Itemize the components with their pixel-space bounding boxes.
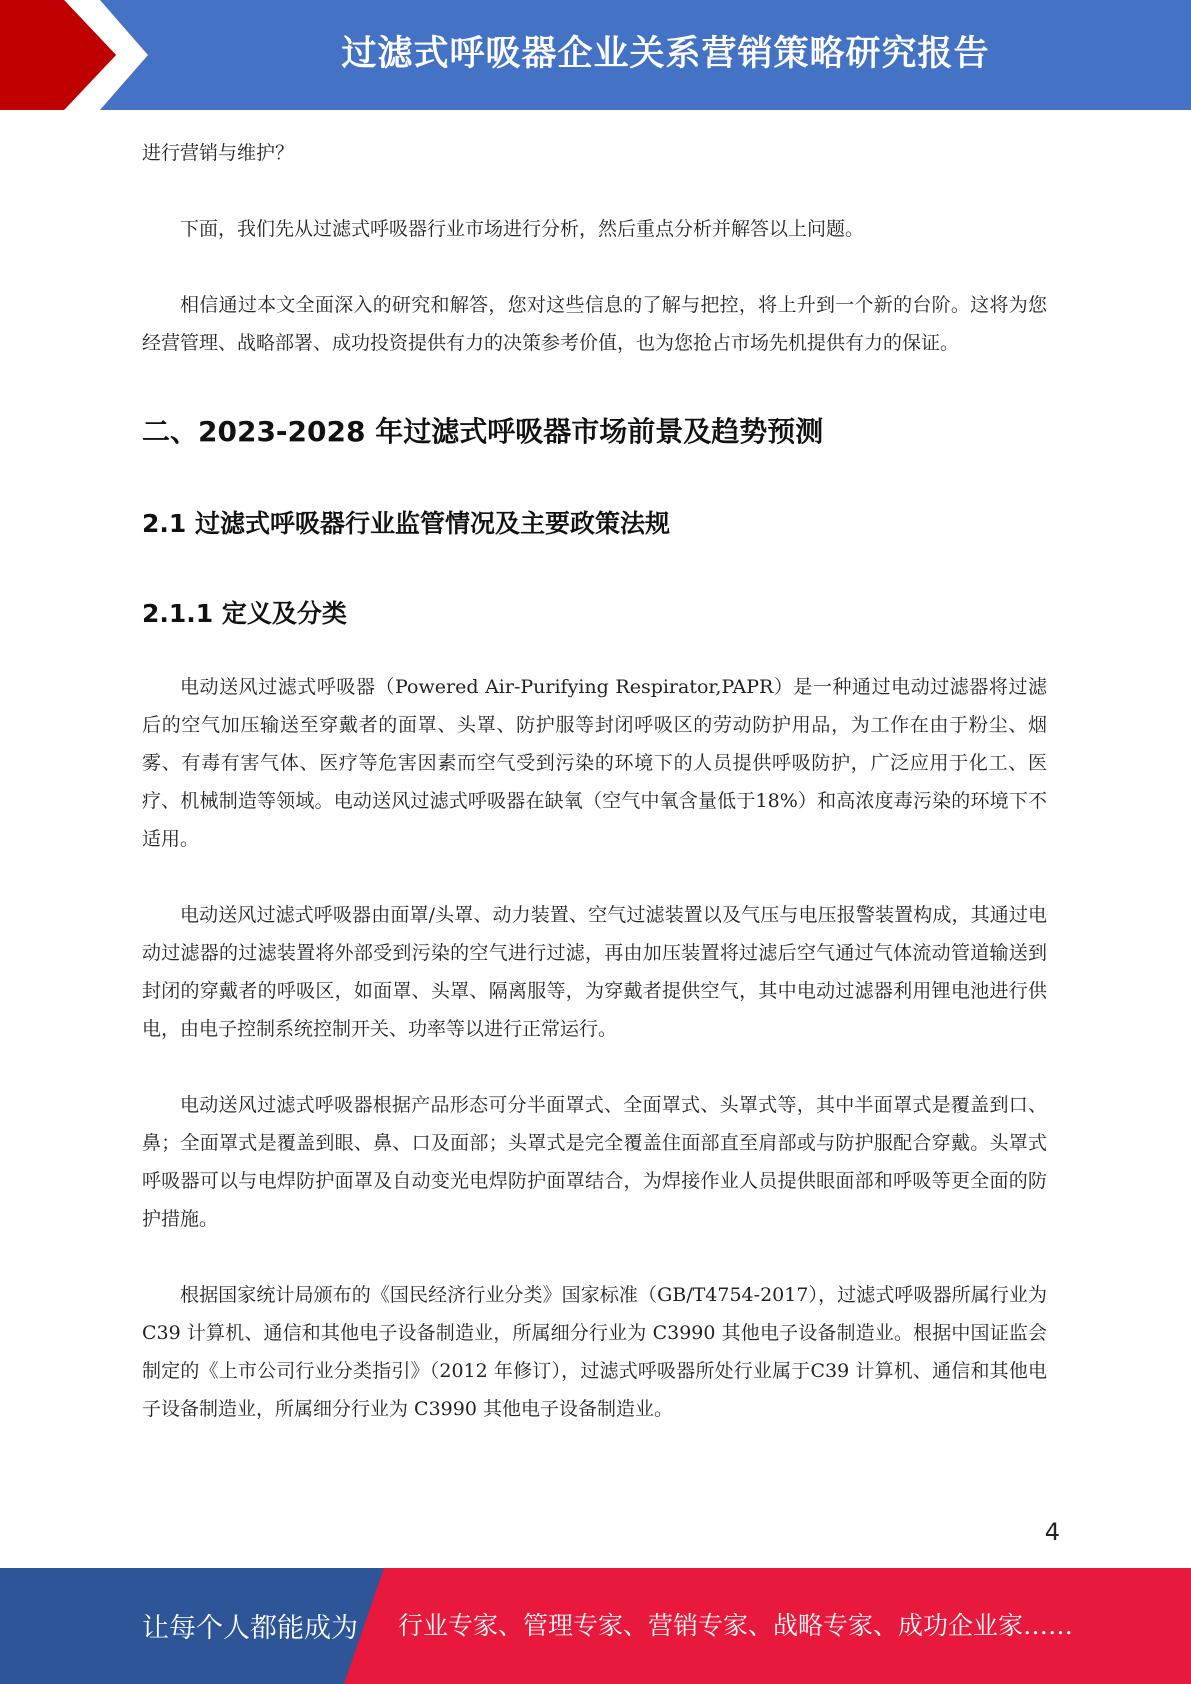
chapter-heading: 二、2023-2028 年过滤式呼吸器市场前景及趋势预测 [142, 415, 824, 448]
header-chevron-decoration [0, 0, 160, 110]
section-heading-2-1-1: 2.1.1 定义及分类 [142, 599, 347, 628]
document-body [142, 134, 1047, 1428]
document-title: 过滤式呼吸器企业关系营销策略研究报告 [341, 34, 990, 74]
paragraph-intro-tail: 进行营销与维护？ [142, 142, 295, 164]
header-band [0, 0, 1191, 110]
paragraph-classification: 根据国家统计局颁布的《国民经济行业分类》国家标准（GB/T4754-2017），过滤式呼吸器所属行业为 C39 计算机、通信和其他电子设备制造业，所属细分行业为 C3990 其他电子设备制造业。根据中国证监会制定的《上市公司行业分类指引》（2012 年修订），过滤式呼吸器所处行业属于C39 计算机、通信和其他电子设备制造业，所属细分行业为 C3990 其他电子设备制造业。 [142, 1284, 1047, 1420]
footer-slogan-left: 让每个人都能成为 [142, 1613, 358, 1644]
paragraph-next: 下面，我们先从过滤式呼吸器行业市场进行分析，然后重点分析并解答以上问题。 [180, 218, 865, 240]
paragraph-structure: 电动送风过滤式呼吸器由面罩/头罩、动力装置、空气过滤装置以及气压与电压报警装置构成，其通过电动过滤器的过滤装置将外部受到污染的空气进行过滤，再由加压装置将过滤后空气通过气体流动管道输送到封闭的穿戴者的呼吸区，如面罩、头罩、隔离服等，为穿戴者提供空气，其中电动过滤器利用锂电池进行供电，由电子控制系统控制开关、功率等以进行正常运行。 [142, 904, 1047, 1040]
paragraph-types: 电动送风过滤式呼吸器根据产品形态可分半面罩式、全面罩式、头罩式等，其中半面罩式是覆盖到口、鼻；全面罩式是覆盖到眼、鼻、口及面部；头罩式是完全覆盖住面部直至肩部或与防护服配合穿戴。头罩式呼吸器可以与电焊防护面罩及自动变光电焊防护面罩结合，为焊接作业人员提供眼面部和呼吸等更全面的防护措施。 [142, 1094, 1047, 1230]
paragraph-believe: 相信通过本文全面深入的研究和解答，您对这些信息的了解与把控，将上升到一个新的台阶。这将为您经营管理、战略部署、成功投资提供有力的决策参考价值，也为您抢占市场先机提供有力的保证。 [142, 294, 1047, 354]
paragraph-definition: 电动送风过滤式呼吸器（Powered Air-Purifying Respirator,PAPR）是一种通过电动过滤器将过滤后的空气加压输送至穿戴者的面罩、头罩、防护服等封闭呼吸区的劳动防护用品，为工作在由于粉尘、烟雾、有毒有害气体、医疗等危害因素而空气受到污染的环境下的人员提供呼吸防护，广泛应用于化工、医疗、机械制造等领域。电动送风过滤式呼吸器在缺氧（空气中氧含量低于18%）和高浓度毒污染的环境下不适用。 [142, 676, 1047, 850]
footer-band [0, 1568, 1191, 1684]
section-heading-2-1: 2.1 过滤式呼吸器行业监管情况及主要政策法规 [142, 509, 670, 538]
footer-slogan-right: 行业专家、管理专家、营销专家、战略专家、成功企业家…… [398, 1611, 1074, 1640]
page-number: 4 [1044, 1518, 1060, 1546]
